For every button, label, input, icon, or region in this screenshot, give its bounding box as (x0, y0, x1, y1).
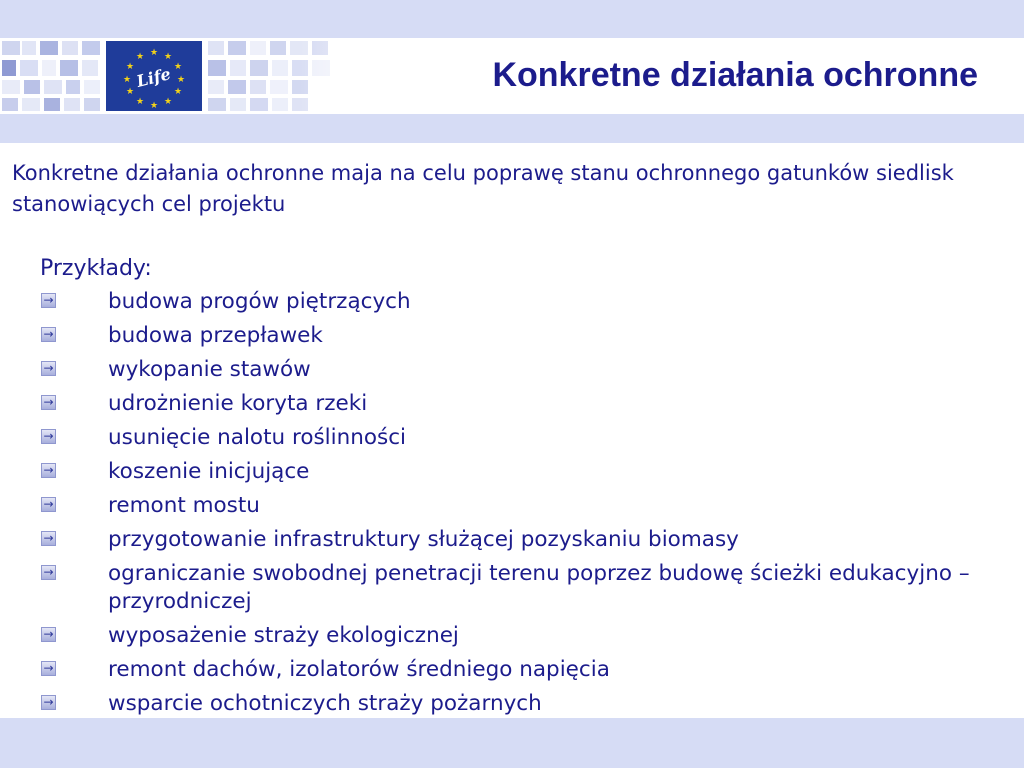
eu-life-logo-icon (106, 41, 202, 111)
arrow-right-bullet-icon: → (41, 429, 56, 444)
svg-text:★: ★ (125, 62, 135, 72)
list-item-text: koszenie inicjujące (108, 459, 310, 484)
list-item-text: budowa przepławek (108, 323, 323, 348)
svg-text:★: ★ (122, 75, 132, 85)
arrow-right-bullet-icon: → (41, 463, 56, 478)
examples-list (0, 288, 1024, 758)
svg-text:★: ★ (176, 75, 186, 85)
examples-label: Przykłady: (40, 256, 152, 281)
list-item (0, 492, 1024, 520)
arrow-right-bullet-icon: → (41, 361, 56, 376)
arrow-right-bullet-icon: → (41, 497, 56, 512)
list-item-text: budowa progów piętrzących (108, 289, 411, 314)
arrow-right-bullet-icon: → (41, 395, 56, 410)
arrow-right-bullet-icon: → (41, 695, 56, 710)
list-item (0, 690, 1024, 718)
arrow-right-bullet-icon: → (41, 293, 56, 308)
svg-text:★: ★ (135, 52, 145, 62)
svg-text:★: ★ (173, 62, 183, 72)
list-item (0, 560, 1024, 616)
svg-text:★: ★ (163, 52, 173, 62)
svg-text:★: ★ (149, 101, 159, 111)
list-item-text: wykopanie stawów (108, 357, 311, 382)
svg-text:★: ★ (135, 97, 145, 107)
list-item (0, 526, 1024, 554)
list-item-text: ograniczanie swobodnej penetracji terenu poprzez budowę ścieżki edukacyjno – przyrodniczej (108, 561, 970, 614)
list-item (0, 390, 1024, 418)
list-item-text: udrożnienie koryta rzeki (108, 391, 368, 416)
intro-paragraph: Konkretne działania ochronne maja na celu poprawę stanu ochronnego gatunków siedlisk stanowiących cel projektu (12, 161, 954, 216)
list-item (0, 322, 1024, 350)
svg-text:★: ★ (163, 97, 173, 107)
svg-text:★: ★ (149, 48, 159, 58)
arrow-right-bullet-icon: → (41, 327, 56, 342)
list-item (0, 622, 1024, 650)
arrow-right-bullet-icon: → (41, 531, 56, 546)
sub-band (0, 114, 1024, 143)
list-item (0, 424, 1024, 452)
list-item-text: remont mostu (108, 493, 260, 518)
list-item (0, 656, 1024, 684)
arrow-right-bullet-icon: → (41, 627, 56, 642)
list-item (0, 288, 1024, 316)
list-item-text: przygotowanie infrastruktury służącej pozyskaniu biomasy (108, 527, 739, 552)
list-item-text: wyposażenie straży ekologicznej (108, 623, 459, 648)
slide-title: Konkretne działania ochronne (492, 56, 978, 94)
svg-text:★: ★ (125, 87, 135, 97)
top-band (0, 0, 1024, 38)
list-item-text: usunięcie nalotu roślinności (108, 425, 407, 450)
logo-text: Life (134, 64, 173, 91)
list-item (0, 458, 1024, 486)
arrow-right-bullet-icon: → (41, 565, 56, 580)
list-item-text: wsparcie ochotniczych straży pożarnych (108, 691, 542, 716)
svg-text:★: ★ (173, 87, 183, 97)
bottom-band (0, 718, 1024, 768)
list-item-text: remont dachów, izolatorów średniego napięcia (108, 657, 610, 682)
arrow-right-bullet-icon: → (41, 661, 56, 676)
list-item (0, 356, 1024, 384)
